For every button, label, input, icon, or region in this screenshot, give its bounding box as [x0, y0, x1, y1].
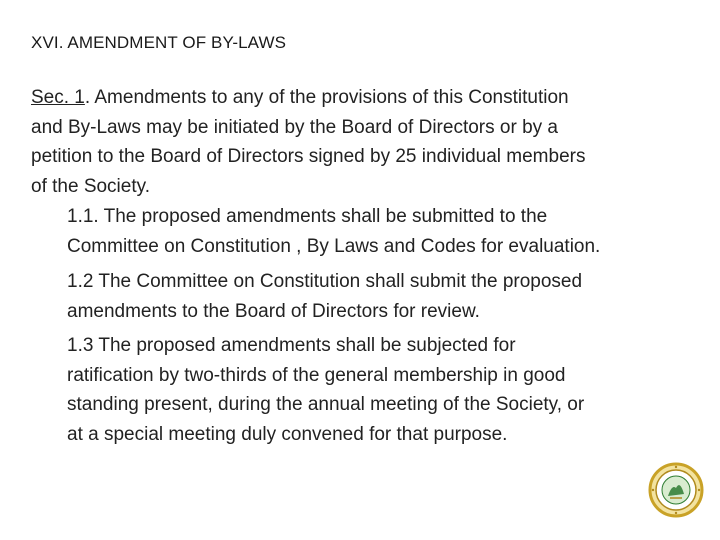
section-1-line-3: petition to the Board of Directors signed by 25 individual members	[31, 146, 586, 168]
section-1-line-2: and By-Laws may be initiated by the Board of Directors or by a	[31, 116, 558, 138]
subsection-line: ratification by two-thirds of the general membership in good	[67, 364, 566, 386]
section-1-line-1	[31, 83, 696, 113]
subsection-1-1	[67, 202, 707, 261]
section-1	[31, 83, 696, 201]
subsection-line: 1.2 The Committee on Constitution shall submit the proposed	[67, 271, 583, 292]
subsection-line: Committee on Constitution , By Laws and Codes for evaluation.	[67, 235, 601, 257]
section-1-text-1: . Amendments to any of the provisions of this Constitution	[84, 87, 569, 108]
subsection-line: at a special meeting duly convened for that purpose.	[67, 423, 508, 445]
section-label: Sec. 1	[31, 87, 85, 108]
section-1-line-4: of the Society.	[31, 175, 150, 197]
subsection-line: 1.1. The proposed amendments shall be submitted to the	[67, 206, 548, 227]
subsection-1-2	[67, 267, 707, 326]
society-seal-icon	[648, 462, 704, 518]
subsection-1-3	[67, 331, 707, 449]
page-title: XVI. AMENDMENT OF BY-LAWS	[31, 33, 287, 52]
subsection-line: amendments to the Board of Directors for review.	[67, 300, 480, 322]
subsection-line: standing present, during the annual meeting of the Society, or	[67, 394, 585, 416]
subsection-line: 1.3 The proposed amendments shall be subjected for	[67, 335, 516, 356]
